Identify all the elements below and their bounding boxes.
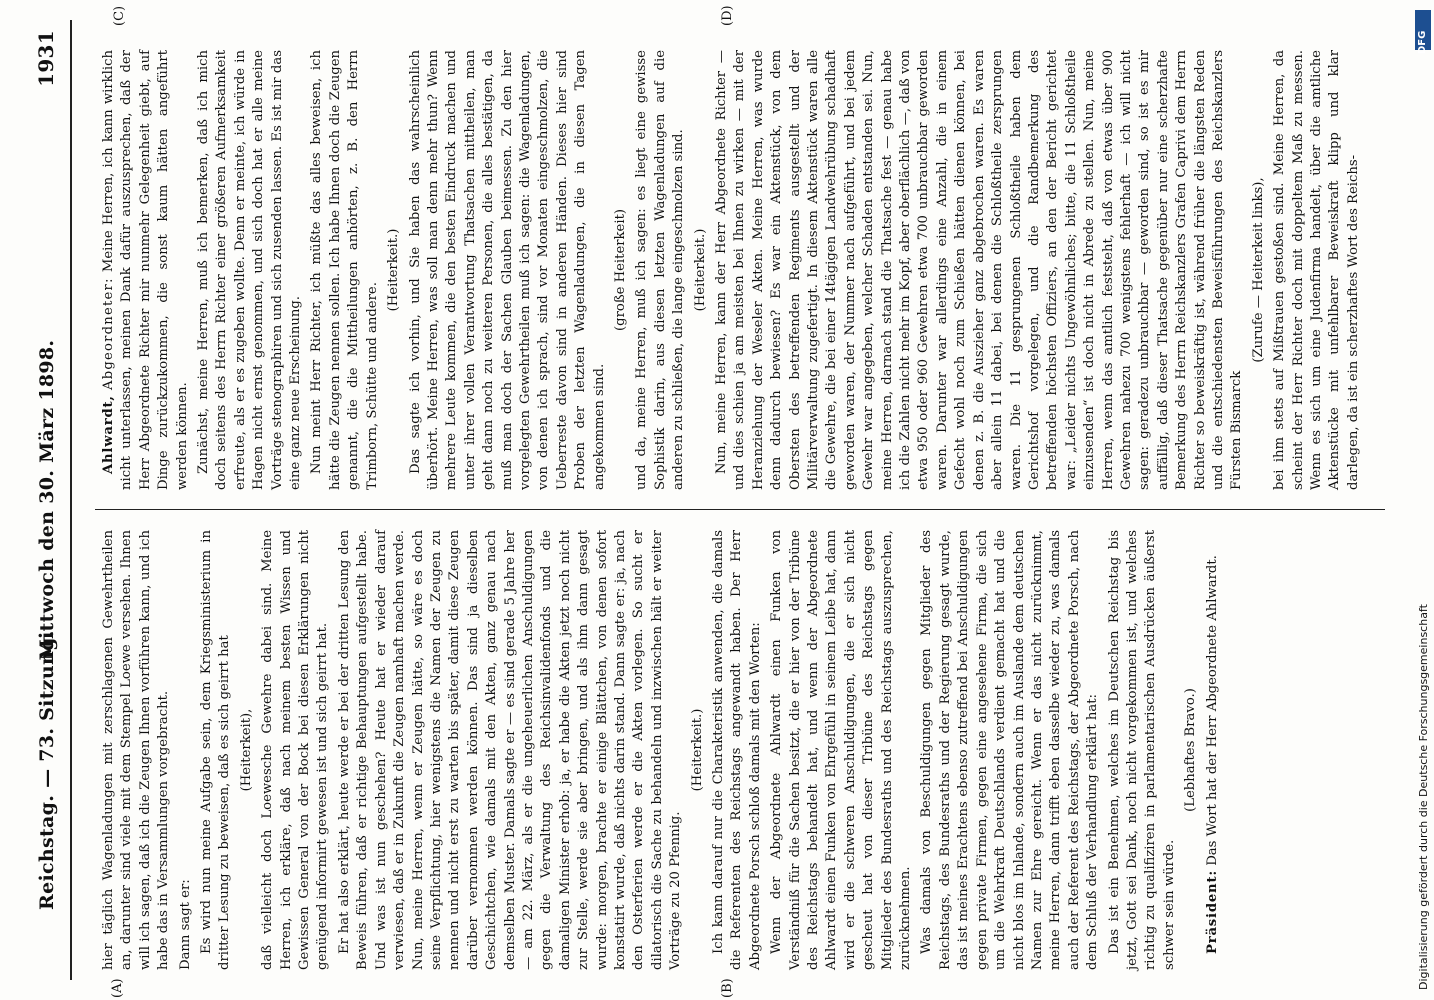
credit-text: Digitalisierung gefördert durch die Deutsche Forschungsgemeinschaft — [1417, 604, 1430, 990]
header-left: Reichstag. — 73. Sitzung. — [36, 630, 58, 910]
column-divider — [95, 509, 1385, 510]
paragraph: Das sagte ich vorhin, und Sie haben das wahrscheinlich überhört. Meine Herren, was soll man denn mehr thun? Wenn mehrere Leute kommen, die den besten Eindruck machen und unter ihrer vollen Verantwortung Thatsachen mittheilen, man geht dann noch zu weiteren Personen, die alles bestätigen, da muß man doch der Sachen Glauben beimessen. Zu den hier vorgelegten Gewehrtheilen muß ich sagen: die Wagenladungen, von denen ich sprach, sind vor Monaten eingeschmolzen, die Ueberreste davon sind in anderen Händen. Dieses hier sind Proben der letzten Wagenladungen, die in diesen Tagen angekommen sind. — [407, 50, 607, 490]
interjection: (Heiterkeit.) — [692, 228, 708, 312]
quote: Es wird nun meine Aufgabe sein, dem Kriegsministerium in dritter Lesung zu beweisen, daß es sich geirrt hat — [199, 530, 233, 970]
funding-sidebar — [1414, 10, 1432, 990]
paragraph: Dann sagt er: — [177, 879, 193, 970]
interjection: (Heiterkeit.) — [386, 228, 402, 312]
page-number: 1931 — [34, 30, 58, 87]
left-column — [100, 530, 1225, 970]
president-label: Präsident: — [1204, 869, 1220, 954]
paragraph: und da, meine Herren, muß ich sagen: es liegt eine gewisse Sophistik darin, aus diesen letzten Wagenladungen auf die anderen zu schließen, die lange eingeschmolzen sind. — [634, 50, 687, 490]
margin-mark-d: (D) — [720, 5, 735, 26]
president-text: Das Wort hat der Herr Abgeordnete Ahlwardt. — [1204, 555, 1220, 866]
margin-mark-a: (A) — [110, 978, 125, 998]
paragraph: Nun meint Herr Richter, ich müßte das alles beweisen, ich hätte die Zeugen nennen sollen. Ich habe Ihnen doch die Zeugen genannt, die die Mittheilungen anhörten, z. B. den Herrn Trimborn, Schütte und andere. — [309, 50, 380, 490]
interjection: (Zurufe — Heiterkeit links), — [1250, 177, 1266, 363]
paragraph: Zunächst, meine Herren, muß ich bemerken, daß ich mich doch seitens des Herrn Richter einer größeren Aufmerksamkeit erfreute, als er es zugeben wollte. Denn er meinte, ich würde in Hagen nicht ernst genommen, und sich doch hat er alle meine Vorträge stenographiren und sich zusenden lassen. Es ist mir das eine ganz neue Erscheinung. — [196, 50, 304, 490]
interjection: (Heiterkeit), — [238, 708, 254, 792]
interjection: (große Heiterkeit) — [612, 208, 628, 332]
paragraph: Was damals von Beschuldigungen gegen Mitglieder des Reichstags, des Bundesraths und der Regierung gesagt wurde, das ist meines Erachtens ebenso zutreffend bei Anschuldigungen gegen private Firmen, gegen eine angesehene Firma, die sich um die Wehrkraft Deutschlands verdient gemacht hat und die nicht blos im Inlande, sondern auch im Auslande dem deutschen Namen zur Ehre gereicht. Wenn er das nicht zurücknimmt, meine Herren, dann trifft eben dasselbe wieder zu, was damals auch der Referent des Reichstags, der Abgeordnete Porsch, nach dem Schluß der Verhandlung erklärt hat: — [919, 530, 1101, 970]
page-header — [10, 20, 72, 980]
interjection: (Lebhaftes Bravo.) — [1183, 688, 1199, 812]
paragraph: daß vielleicht doch Loewesche Gewehre dabei sind. Meine Herren, ich erkläre, daß nach meinem besten Wissen und Gewissen General von der Bock bei diesen Erklärungen nicht genügend informirt gewesen ist und sich geirrt hat. — [260, 530, 331, 970]
speech-opening — [100, 50, 192, 490]
margin-mark-c: (C) — [112, 5, 127, 26]
interjection: (Heiterkeit.) — [689, 708, 705, 792]
header-date: Mittwoch den 30. März 1898. — [36, 339, 58, 661]
dfg-logo — [1415, 10, 1431, 54]
president-statement — [1204, 530, 1222, 970]
paragraph: Ich kann darauf nur die Charakteristik anwenden, die damals die Referenten des Reichstags angewandt haben. Der Herr Abgeordnete Porsch schloß damals mit den Worten: — [711, 530, 763, 970]
dfg-logo-text: DFG — [1417, 30, 1428, 54]
paragraph: hier täglich Wagenladungen mit zerschlagenen Gewehrtheilen an, darunter sind viele mit dem Stempel Loewe versehen. Ihnen will ich sagen, daß ich die Zeugen Ihnen vorführen kann, und ich habe das in Versammlungen vorgebracht. — [101, 530, 172, 970]
paragraph: bei ihm stets auf Mißtrauen gestoßen sind. Meine Herren, da scheint der Herr Richter doch mit doppeltem Maß zu messen. Wenn es sich um eine Judenfirma handelt, über die amtliche Aktenstücke mit unfehlbarer Beweiskraft klipp und klar darlegen, da ist ein scherzhaftes Wort des Reichs- — [1272, 50, 1361, 490]
speaker-role: Abgeordneter: — [101, 277, 116, 390]
quote: Wenn der Abgeordnete Ahlwardt einen Funken von Verständniß für die Sachen besitzt, die er hier von der Tribüne des Reichstags behandelt hat, und wenn der Abgeordnete Ahlwardt einen Funken von Ehrgefühl in seinem Leibe hat, dann wird er die schweren Anschuldigungen, die er sich nicht gescheut hat von dieser Tribüne des Reichstags gegen Mitglieder des Bundesraths und des Reichstags auszusprechen, zurücknehmen. — [769, 530, 914, 970]
quote: Das ist ein Benehmen, welches im Deutschen Reichstag bis jetzt, Gott sei Dank, noch nicht vorgekommen ist, und welches richtig zu qualifiziren in parlamentarischen Ausdrücken äußerst schwer sein würde. — [1106, 530, 1177, 970]
paragraph: Er hat also erklärt, heute werde er bei der dritten Lesung den Beweis führen, daß er richtige Behauptungen aufgestellt habe. Und was ist nun geschehen? Heute hat er wieder darauf verwiesen, daß er in Zukunft die Zeugen namhaft machen werde. Nun, meine Herren, wenn er Zeugen hätte, so wäre es doch seine Verpflichtung, hier wenigstens die Namen der Zeugen zu nennen und nicht erst zu warten bis später, damit diese Zeugen darüber vernommen werden können. Das sind ja dieselben Geschichtchen, wie damals mit den Akten, ganz genau nach demselben Muster. Damals sagte er — es sind gerade 5 Jahre her — am 22. März, als er die ungeheuerlichen Anschuldigungen gegen die Verwaltung des Reichsinvalidenfonds und die damaligen Minister erhob: ja, er habe die Akten jetzt noch nicht zur Stelle, werde sie aber bringen, und als ihm dann gesagt wurde: morgen, brachte er einige Blättchen, von denen sofort konstatirt wurde, daß nichts darin stand. Dann sagte er: ja, nach den Osterferien werde er die Akten vorlegen. So sucht er dilatorisch die Sache zu behandeln und inzwischen hält er weiter Vorträge zu 20 Pfennig. — [336, 530, 684, 970]
paragraph: Nun, meine Herren, kann der Herr Abgeordnete Richter — und dies schien ja am meisten bei Ihnen zu wirken — mit der Heranziehung der Weseler Akten. Meine Herren, was wurde denn dadurch bewiesen? Es war ein Aktenstück, von dem Obersten des betreffenden Regiments ausgestellt und der Militärverwaltung zugefertigt. In diesem Aktenstück waren alle die Gewehre, die bei einer 14tägigen Landwehrübung schadhaft geworden waren, der Nummer nach aufgeführt, und bei jedem Gewehr war angegeben, welcher Schaden entstanden sei. Nun, meine Herren, darnach stand die Thatsache fest — genau habe ich die Zahlen nicht mehr im Kopf, aber oberflächlich —, daß von etwa 950 oder 960 Gewehren etwa 700 unbrauchbar geworden waren. Darunter war allerdings eine Anzahl, die in einem Gefecht wohl noch zum Schießen hätten dienen können, bei denen z. B. die Auszieher ganz abgebrochen waren. Es waren aber allein 11 dabei, bei denen die Schloßtheile zersprungen waren. Die 11 gesprungenen Schloßtheile haben dem Gerichtshof vorgelegen, und die Randbemerkung des betreffenden höchsten Offiziers, an den der Bericht gerichtet war: „Leider nichts Ungewöhnliches; bitte, die 11 Schloßtheile einzusenden“ ist doch nicht in Abrede zu stellen. Nun, meine Herren, wenn das amtlich feststeht, daß von etwas über 900 Gewehren nahezu 700 wenigstens fehlerhaft — ich will nicht sagen: geradezu unbrauchbar — geworden sind, so ist es mir auffällig, daß dieser Thatsache gegenüber nur eine scherzhafte Bemerkung des Herrn Reichskanzlers Grafen Caprivi dem Herrn Richter so beweiskräftig ist, während früher die längsten Reden und die entschiedensten Beweisführungen des Reichskanzlers Fürsten Bismarck — [714, 50, 1245, 490]
margin-mark-b: (B) — [720, 978, 735, 998]
credit-line — [1414, 470, 1432, 990]
right-column — [100, 50, 1366, 490]
header-rule — [70, 20, 72, 980]
speech-first-paragraph: Meine Herren, ich kann wirklich nicht unterlassen, meinen Dank dafür auszusprechen, daß der Herr Abgeordnete Richter mir nunmehr Gelegenheit giebt, auf Dinge zurückzukommen, die sonst kaum hätten angeführt werden können. — [101, 50, 190, 490]
speaker-name: Ahlwardt, — [101, 395, 116, 474]
